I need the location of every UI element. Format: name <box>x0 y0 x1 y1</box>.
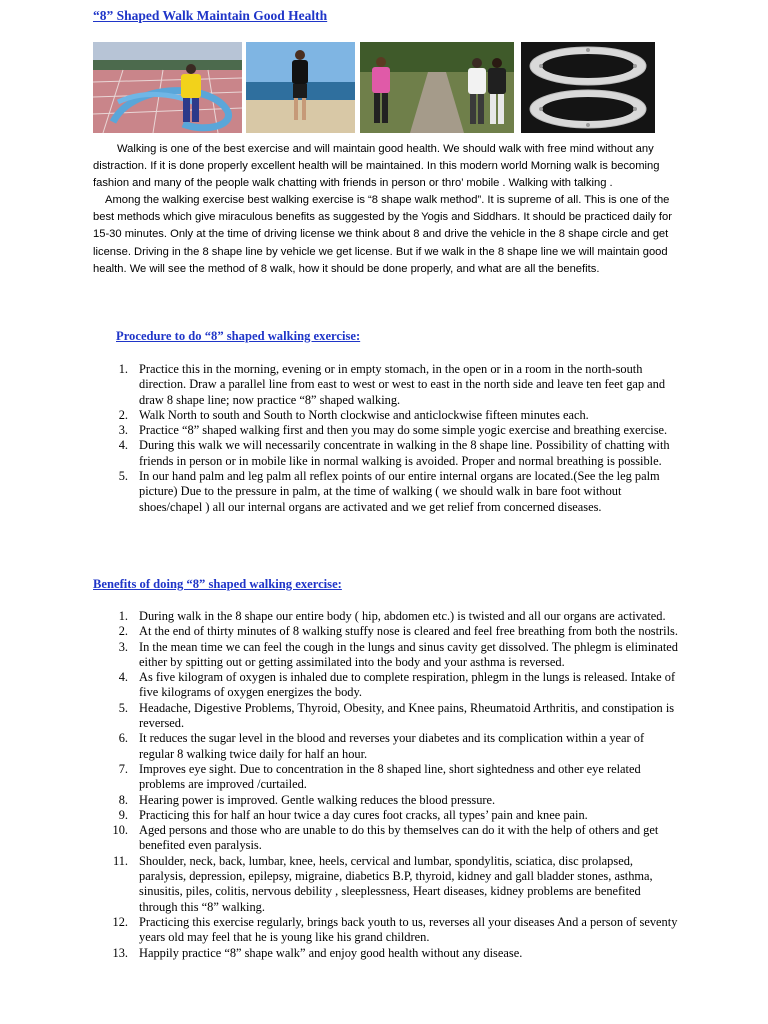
list-item-text: Practicing this exercise regularly, brings back youth to us, reverses all your diseases And a person of seventy years old may feel that he is young like his grand children. <box>139 914 678 945</box>
list-item-text: Improves eye sight. Due to concentration in the 8 shaped line, short sightedness and other eye related problems are improved /curtailed. <box>139 761 641 792</box>
list-item-number: 6. <box>118 731 128 746</box>
list-item-number: 3. <box>118 639 128 654</box>
list-item-text: In our hand palm and leg palm all reflex points of our entire internal organs are located.(See the leg palm picture) Due to the pressure in palm, at the time of walking ( we should walk in bare foot without shoes/chapel ) all our internal organs are activated and we get relief from concerned diseases. <box>139 469 660 514</box>
procedure-list-item <box>93 438 678 469</box>
list-item-number: 8. <box>118 792 128 807</box>
benefits-heading: Benefits of doing “8” shaped walking exercise: <box>93 577 342 591</box>
benefits-list-item <box>93 762 678 793</box>
list-item-text: Happily practice “8” shape walk” and enjoy good health without any disease. <box>139 945 523 960</box>
list-item-number: 2. <box>118 624 128 639</box>
list-item-number: 13. <box>112 945 128 960</box>
procedure-list-item <box>93 362 678 408</box>
list-item-number: 7. <box>118 761 128 776</box>
list-item-text: During this walk we will necessarily concentrate in walking in the 8 shape line. Possibility of chatting with friends in person or in mobile like in normal walking is avoided. Proper and normal breathing is possible. <box>139 438 670 468</box>
people-walking-on-road-photo <box>360 42 514 133</box>
benefits-list-item <box>93 823 678 854</box>
page-title: “8” Shaped Walk Maintain Good Health <box>93 8 328 23</box>
list-item-number: 1. <box>118 609 128 623</box>
benefits-list-item <box>93 609 678 624</box>
intro-paragraph: Walking is one of the best exercise and will maintain good health. We should walk with free mind without any distraction. If it is done properly excellent health will be maintained. In this modern world Morning walk is becoming fashion and many of the people walk chatting with friends in person or thro’ mobile . Walking with talking . <box>93 143 660 190</box>
procedure-list-item <box>93 469 678 515</box>
list-item-number: 4. <box>118 670 128 685</box>
figure-eight-shape-image <box>521 42 655 133</box>
procedure-list-item <box>93 408 678 423</box>
list-item-text: As five kilogram of oxygen is inhaled due to complete respiration, phlegm in the lungs is released. Intake of five kilograms of oxygen energizes the body. <box>139 670 676 700</box>
list-item-text: Headache, Digestive Problems, Thyroid, Obesity, and Knee pains, Rheumatoid Arthritis, and constipation is reversed. <box>139 700 675 731</box>
benefits-list-item <box>93 701 678 732</box>
list-item-number: 4. <box>118 438 128 453</box>
benefits-list-item <box>93 793 678 808</box>
photo-strip <box>93 42 655 133</box>
procedure-list-item <box>93 423 678 438</box>
benefits-list-item <box>93 640 678 671</box>
list-item-text: Shoulder, neck, back, lumbar, knee, heels, cervical and lumbar, spondylitis, sciatica, disc prolapsed, paralysis, depression, epilepsy, migraine, diabetics B.P, thyroid, kidney and gall bladder stones, asthma, sinusitis, piles, colitis, nervous debility , sleeplessness, Heart diseases, kidney problems are benefited through this “8” walking. <box>139 853 653 914</box>
list-item-text: Practice “8” shaped walking first and then you may do some simple yogic exercise and breathing exercise. <box>139 423 668 438</box>
list-item-text: At the end of thirty minutes of 8 walking stuffy nose is cleared and feel free breathing from both the nostrils. <box>139 624 678 639</box>
benefits-list-item <box>93 670 678 701</box>
list-item-text: Practicing this for half an hour twice a day cures foot cracks, all types’ pain and knee pain. <box>139 807 588 822</box>
list-item-number: 9. <box>118 807 128 822</box>
benefits-list-item <box>93 624 678 639</box>
list-item-number: 3. <box>118 423 128 438</box>
list-item-text: It reduces the sugar level in the blood and reverses your diabetes and its complication within a year of regular 8 walking twice daily for half an hour. <box>139 731 645 761</box>
list-item-number: 5. <box>118 700 128 715</box>
list-item-number: 10. <box>112 823 128 838</box>
list-item-text: Practice this in the morning, evening or in empty stomach, in the open or in a room in the north-south direction. Draw a parallel line from east to west or west to east in the north side and leave ten feet gap and draw 8 shape line; now practice “8” shaped walking. <box>139 362 666 407</box>
intro-text <box>93 141 673 278</box>
benefits-list-item <box>93 731 678 762</box>
list-item-number: 2. <box>118 407 128 422</box>
list-item-number: 1. <box>118 362 128 376</box>
list-item-text: Walk North to south and South to North clockwise and anticlockwise fifteen minutes each. <box>139 407 589 422</box>
woman-walking-on-beach-photo <box>246 42 355 133</box>
list-item-text: Aged persons and those who are unable to do this by themselves can do it with the help of others and get benefited even paralysis. <box>139 823 659 853</box>
list-item-text: Hearing power is improved. Gentle walking reduces the blood pressure. <box>139 792 496 807</box>
person-walking-on-8-path-photo <box>93 42 242 133</box>
benefits-list-item <box>93 915 678 946</box>
procedure-list <box>93 362 678 515</box>
list-item-text: During walk in the 8 shape our entire body ( hip, abdomen etc.) is twisted and all our organs are activated. <box>139 609 666 623</box>
list-item-number: 5. <box>118 469 128 484</box>
benefits-list-item <box>93 854 678 915</box>
list-item-text: In the mean time we can feel the cough in the lungs and sinus cavity get dissolved. The phlegm is eliminated either by spitting out or getting assimilated into the body and your asthma is reversed. <box>139 639 678 669</box>
list-item-number: 11. <box>112 853 128 868</box>
intro-paragraph: Among the walking exercise best walking exercise is “8 shape walk method”. It is supreme of all. This is one of the best methods which give miraculous benefits as suggested by the Yogis and Siddhars. It should be practiced daily for 15-30 minutes. Only at the time of driving license we think about 8 and drive the vehicle in the 8 shape circle and get license. Driving in the 8 shape line by vehicle we get license. But if we walk in the 8 shape line we will maintain good health. We will see the method of 8 walk, how it should be done properly, and what are all the benefits. <box>93 194 672 275</box>
benefits-list-item <box>93 808 678 823</box>
benefits-list-item <box>93 946 678 961</box>
list-item-number: 12. <box>112 914 128 929</box>
benefits-list <box>93 609 678 961</box>
procedure-heading: Procedure to do “8” shaped walking exercise: <box>116 329 361 343</box>
